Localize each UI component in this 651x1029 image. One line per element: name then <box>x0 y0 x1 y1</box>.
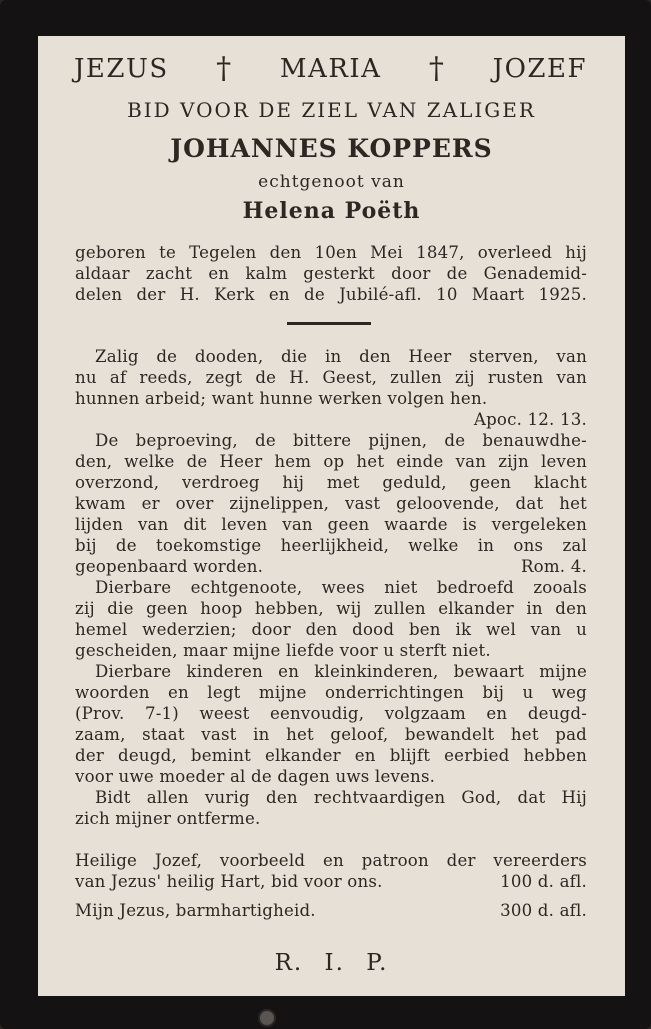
cross-icon: † <box>428 51 446 86</box>
deceased-name: JOHANNES KOPPERS <box>170 134 493 163</box>
text-line: Heilige Jozef, voorbeeld en patroon der vereerders <box>75 851 587 870</box>
cross-icon: † <box>216 51 233 86</box>
text-line: kwam er over zijnelippen, vast geloovende, dat het <box>75 494 587 513</box>
text-line: der deugd, bemint elkander en blijft eerbied hebben <box>75 746 587 765</box>
indulgence-line <box>75 871 587 892</box>
text-line: De beproeving, de bittere pijnen, de benauwdhe- <box>95 431 587 450</box>
suffering-paragraph <box>75 430 587 577</box>
text-fragment: geopenbaard worden. <box>75 557 264 576</box>
name-jozef: JOZEF <box>492 54 587 84</box>
text-line: hemel wederzien; door den dood ben ik wel van u <box>75 620 587 639</box>
text-line: Dierbare kinderen en kleinkinderen, bewaart mijne <box>95 662 587 681</box>
prayer-line: BID VOOR DE ZIEL VAN ZALIGER <box>127 98 536 122</box>
text-line: Bidt allen vurig den rechtvaardigen God, dat Hij <box>95 788 587 807</box>
text-line: zaam, staat vast in het geloof, bewandelt het pad <box>75 725 587 744</box>
spouse-name: Helena Poëth <box>242 198 421 224</box>
text-line: gescheiden, maar mijne liefde voor u sterft niet. <box>75 641 491 660</box>
indulgence-days: 300 d. afl. <box>500 901 587 920</box>
birth-death-paragraph <box>75 242 587 305</box>
indulgence-prayers <box>75 850 587 921</box>
pin-hole <box>258 1009 276 1027</box>
text-fragment: Mijn Jezus, barmhartigheid. <box>75 901 316 920</box>
text-line: bij de toekomstige heerlijkheid, welke in ons zal <box>75 536 587 555</box>
text-line: zij die geen hoop hebben, wij zullen elkander in den <box>75 599 587 618</box>
scripture-verse <box>75 346 587 430</box>
name-jezus: JEZUS <box>74 54 169 84</box>
divider <box>287 322 371 325</box>
rip-closing: R. I. P. <box>274 950 389 976</box>
indulgence-days: 100 d. afl. <box>500 872 587 891</box>
text-line: zich mijner ontferme. <box>75 809 261 828</box>
name-maria: MARIA <box>279 54 382 84</box>
verse-reference: Rom. 4. <box>520 557 587 576</box>
text-line: geboren te Tegelen den 10en Mei 1847, overleed hij <box>75 243 587 262</box>
memorial-card <box>38 36 625 996</box>
text-line: overzond, verdroeg hij met geduld, geen klacht <box>75 473 587 492</box>
text-line: aldaar zacht en kalm gesterkt door de Genademid- <box>75 264 587 283</box>
indulgence-line <box>75 900 587 921</box>
text-line: lijden van dit leven van geen waarde is vergeleken <box>75 515 587 534</box>
text-line: Zalig de dooden, die in den Heer sterven, van <box>95 347 587 366</box>
text-line: voor uwe moeder al de dagen uws levens. <box>75 767 436 786</box>
text-line: nu af reeds, zegt de H. Geest, zullen zij rusten van <box>75 368 587 387</box>
prayer-paragraph <box>75 787 587 829</box>
text-line: hunnen arbeid; want hunne werken volgen hen. <box>75 389 488 408</box>
text-line: den, welke de Heer hem op het einde van zijn leven <box>75 452 587 471</box>
text-line: (Prov. 7-1) weest eenvoudig, volgzaam en deugd- <box>75 704 587 723</box>
verse-reference: Apoc. 12. 13. <box>473 410 587 429</box>
holy-names-header <box>38 51 625 86</box>
text-line: delen der H. Kerk en de Jubilé-afl. 10 Maart 1925. <box>75 285 587 304</box>
text-line: woorden en legt mijne onderrichtingen bij u weg <box>75 683 587 702</box>
text-line: Dierbare echtgenoote, wees niet bedroefd zooals <box>95 578 587 597</box>
children-paragraph <box>75 661 587 787</box>
text-line-with-reference <box>75 556 587 577</box>
spouse-label: echtgenoot van <box>258 172 405 192</box>
spouse-paragraph <box>75 577 587 661</box>
text-fragment: van Jezus' heilig Hart, bid voor ons. <box>75 872 383 891</box>
